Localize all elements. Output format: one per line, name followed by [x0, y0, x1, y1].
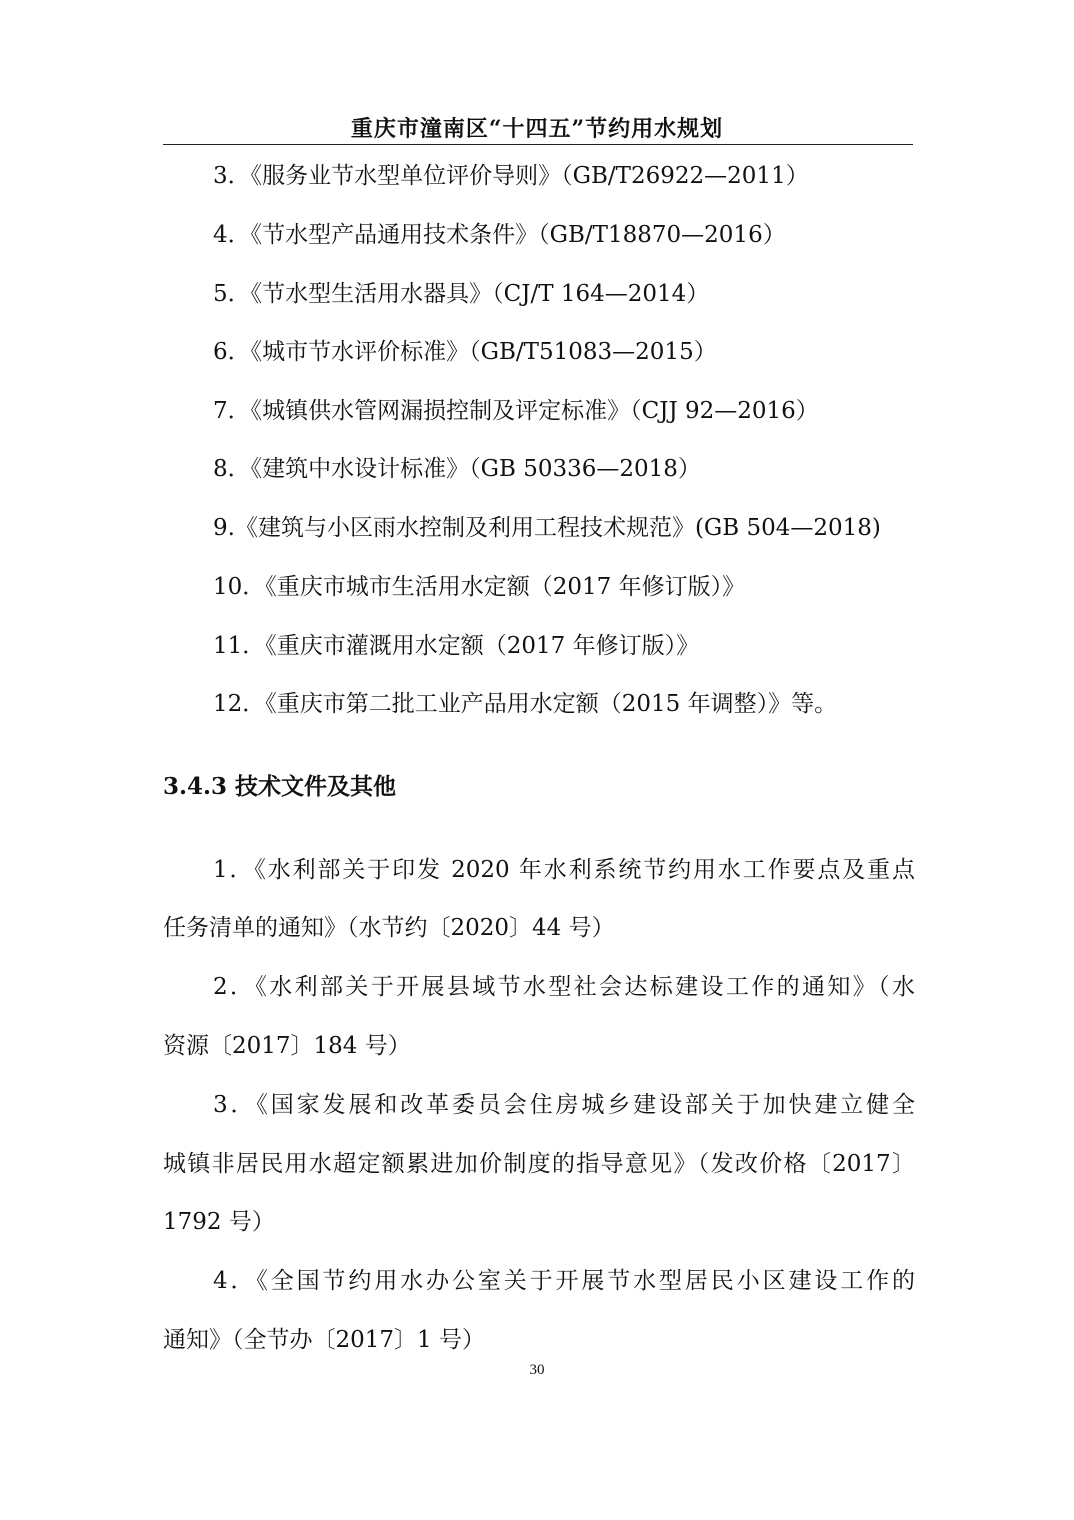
- list-item: 7．《城镇供水管网漏损控制及评定标准》（CJJ 92—2016）: [213, 398, 819, 424]
- list-item: 3．《服务业节水型单位评价导则》（GB/T26922—2011）: [213, 163, 809, 189]
- list-item: 5．《节水型生活用水器具》（CJ/T 164—2014）: [213, 281, 710, 307]
- list-item: 3．《国家发展和改革委员会住房城乡建设部关于加快建立健全: [213, 1092, 915, 1118]
- list-item: 2．《水利部关于开展县域节水型社会达标建设工作的通知》（水: [213, 974, 915, 1000]
- list-item: 6．《城市节水评价标准》（GB/T51083—2015）: [213, 339, 717, 365]
- list-item-continuation: 城镇非居民用水超定额累进加价制度的指导意见》（发改价格〔2017〕: [163, 1151, 915, 1177]
- list-item: 10．《重庆市城市生活用水定额（2017 年修订版）》: [213, 574, 746, 600]
- list-item: 4．《全国节约用水办公室关于开展节水型居民小区建设工作的: [213, 1268, 915, 1294]
- document-title: 重庆市潼南区“十四五”节约用水规划: [350, 116, 724, 142]
- list-item-continuation: 资源〔2017〕184 号）: [163, 1033, 411, 1059]
- header-divider: [163, 144, 913, 145]
- list-item: 9.《建筑与小区雨水控制及利用工程技术规范》(GB 504—2018): [213, 515, 881, 541]
- list-item: 12．《重庆市第二批工业产品用水定额（2015 年调整）》等。: [213, 691, 838, 717]
- list-item-continuation: 通知》（全节办〔2017〕1 号）: [163, 1327, 485, 1353]
- list-item: 1．《水利部关于印发 2020 年水利系统节约用水工作要点及重点: [213, 857, 915, 883]
- list-item: 8．《建筑中水设计标准》（GB 50336—2018）: [213, 456, 701, 482]
- list-item-continuation: 1792 号）: [163, 1209, 275, 1235]
- page-number: 30: [529, 1362, 545, 1378]
- list-item: 11．《重庆市灌溉用水定额（2017 年修订版）》: [213, 633, 700, 659]
- list-item: 4．《节水型产品通用技术条件》（GB/T18870—2016）: [213, 222, 786, 248]
- section-heading: 3.4.3 技术文件及其他: [163, 773, 397, 800]
- list-item-continuation: 任务清单的通知》（水节约〔2020〕44 号）: [163, 915, 615, 941]
